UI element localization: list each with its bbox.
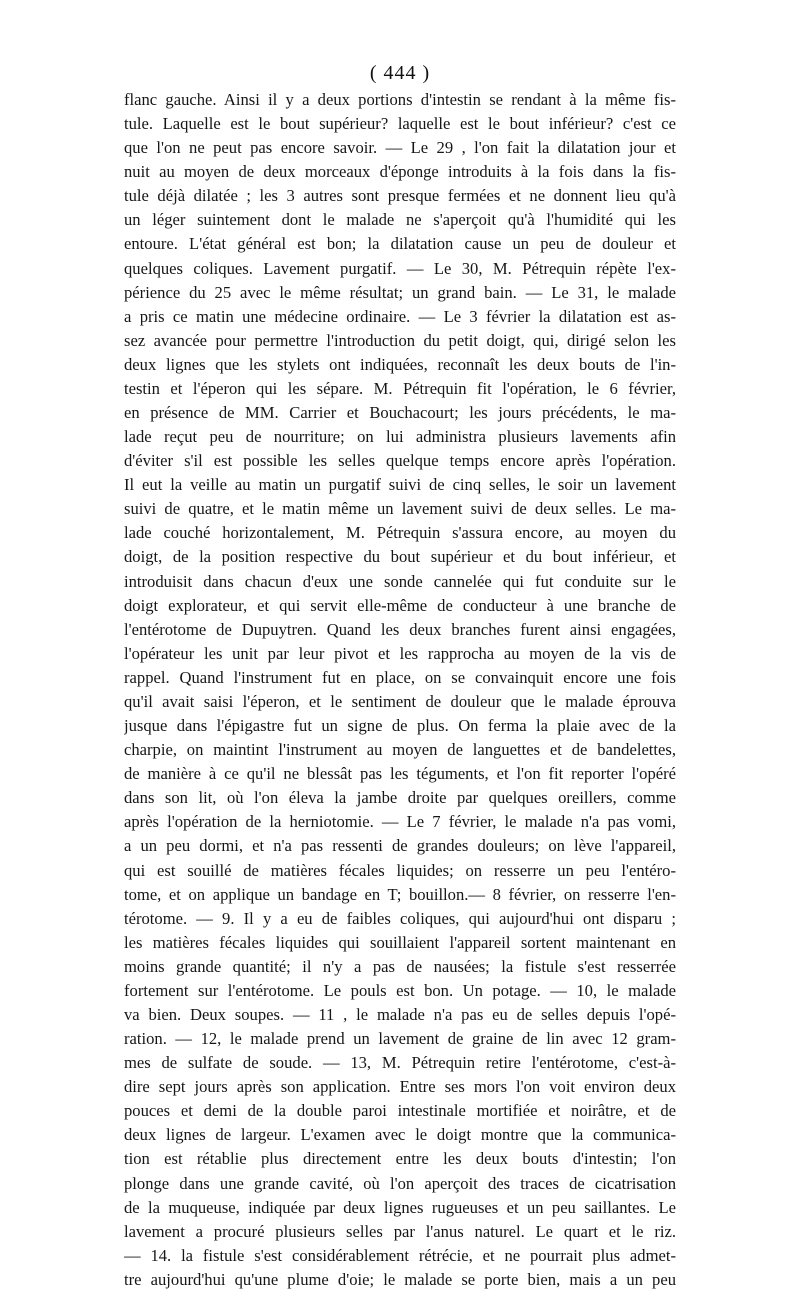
text-line: quelques coliques. Lavement purgatif. — Le 30, M. Pétrequin répète l'ex-	[124, 258, 676, 278]
text-line: fortement sur l'entérotome. Le pouls est bon. Un potage. — 10, le malade	[124, 980, 676, 1000]
text-line: testin et l'éperon qui les sépare. M. Pétrequin fit l'opération, le 6 février,	[124, 378, 676, 398]
text-line: qu'il avait saisi l'éperon, et le sentiment de douleur que le malade éprouva	[124, 691, 676, 711]
text-line: entoure. L'état général est bon; la dilatation cause un peu de douleur et	[124, 234, 676, 254]
text-line: de manière à ce qu'il ne blessât pas les téguments, et l'on fit reporter l'opéré	[124, 764, 676, 784]
text-line: pouces et demi de la double paroi intestinale mortifiée et noirâtre, et de	[124, 1101, 676, 1121]
text-line: a pris ce matin une médecine ordinaire. — Le 3 février la dilatation est as-	[124, 306, 676, 326]
text-line: jusque dans l'épigastre fut un signe de plus. On ferma la plaie avec de la	[124, 716, 676, 736]
text-line: a un peu dormi, et n'a pas ressenti de grandes douleurs; on lève l'appareil,	[124, 836, 676, 856]
text-line: tome, et on applique un bandage en T; bouillon.— 8 février, on resserre l'en-	[124, 884, 676, 904]
text-line: dire sept jours après son application. Entre ses mors l'on voit environ deux	[124, 1077, 676, 1097]
text-line: qui est souillé de matières fécales liquides; on resserre un peu l'entéro-	[124, 860, 676, 880]
text-line: sez avancée pour permettre l'introduction du petit doigt, qui, dirigé selon les	[124, 330, 676, 350]
text-line: périence du 25 avec le même résultat; un grand bain. — Le 31, le malade	[124, 282, 676, 302]
text-line: lavement a procuré plusieurs selles par l'anus naturel. Le quart et le riz.	[124, 1221, 676, 1241]
text-line: deux lignes de largeur. L'examen avec le doigt montre que la communica-	[124, 1125, 676, 1145]
text-line: doigt, de la position respective du bout supérieur et du bout inférieur, et	[124, 547, 676, 567]
text-line: plonge dans une grande cavité, où l'on aperçoit des traces de cicatrisation	[124, 1173, 676, 1193]
text-line: l'opérateur les unit par leur pivot et les rapprocha au moyen de la vis de	[124, 643, 676, 663]
text-line: — 14. la fistule s'est considérablement rétrécie, et ne pourrait plus admet-	[124, 1245, 676, 1265]
text-line: l'entérotome de Dupuytren. Quand les deux branches furent ainsi engagées,	[124, 619, 676, 639]
text-line: moins grande quantité; il n'y a pas de nausées; la fistule s'est resserrée	[124, 956, 676, 976]
text-line: nuit au moyen de deux morceaux d'éponge introduits à la fois dans la fis-	[124, 162, 676, 182]
text-line: d'éviter s'il est possible les selles quelque temps encore après l'opération.	[124, 451, 676, 471]
text-line: rappel. Quand l'instrument fut en place, on se convainquit encore une fois	[124, 667, 676, 687]
text-line: lade reçut peu de nourriture; on lui administra plusieurs lavements afin	[124, 427, 676, 447]
text-line: Il eut la veille au matin un purgatif suivi de cinq selles, le soir un lavement	[124, 475, 676, 495]
text-line: ration. — 12, le malade prend un lavement de graine de lin avec 12 gram-	[124, 1029, 676, 1049]
text-line: mes de sulfate de soude. — 13, M. Pétrequin retire l'entérotome, c'est-à-	[124, 1053, 676, 1073]
text-line: dans son lit, où l'on éleva la jambe droite par quelques oreillers, comme	[124, 788, 676, 808]
text-line: flanc gauche. Ainsi il y a deux portions d'intestin se rendant à la même fis-	[124, 90, 676, 109]
text-line: les matières fécales liquides qui souillaient l'appareil sortent maintenant en	[124, 932, 676, 952]
text-line: térotome. — 9. Il y a eu de faibles coliques, qui aujourd'hui ont disparu ;	[124, 908, 676, 928]
text-line: charpie, on maintint l'instrument au moyen de languettes et de bandelettes,	[124, 740, 676, 760]
text-line: après l'opération de la herniotomie. — Le 7 février, le malade n'a pas vomi,	[124, 812, 676, 832]
page-number: ( 444 )	[369, 62, 431, 84]
text-line: suivi de quatre, et le matin même un lavement suivi de deux selles. Le ma-	[124, 499, 676, 519]
text-line: en présence de MM. Carrier et Bouchacourt; les jours précédents, le ma-	[124, 403, 676, 423]
text-line: de la muqueuse, indiquée par deux lignes rugueuses et un peu saillantes. Le	[124, 1197, 676, 1217]
text-line: va bien. Deux soupes. — 11 , le malade n'a pas eu de selles depuis l'opé-	[124, 1004, 676, 1024]
body-text	[124, 88, 676, 1292]
text-line: tule déjà dilatée ; les 3 autres sont presque fermées et ne donnent lieu qu'à	[124, 186, 676, 206]
text-line: doigt explorateur, et qui servit elle-même de conducteur à une branche de	[124, 595, 676, 615]
text-line: tre aujourd'hui qu'une plume d'oie; le malade se porte bien, mais a un peu	[124, 1269, 676, 1289]
text-line: un léger suintement dont le malade ne s'aperçoit qu'à l'humidité qui les	[124, 210, 676, 230]
text-line: que l'on ne peut pas encore savoir. — Le 29 , l'on fait la dilatation jour et	[124, 138, 676, 158]
text-line: tule. Laquelle est le bout supérieur? laquelle est le bout inférieur? c'est ce	[124, 114, 676, 134]
text-line: lade couché horizontalement, M. Pétrequin s'assura encore, au moyen du	[124, 523, 676, 543]
text-line: deux lignes que les stylets ont indiquées, reconnaît les deux bouts de l'in-	[124, 354, 676, 374]
text-line: introduisit dans chacun d'eux une sonde cannelée qui fut conduite sur le	[124, 571, 676, 591]
text-line: tion est rétablie plus directement entre les deux bouts d'intestin; l'on	[124, 1149, 676, 1169]
